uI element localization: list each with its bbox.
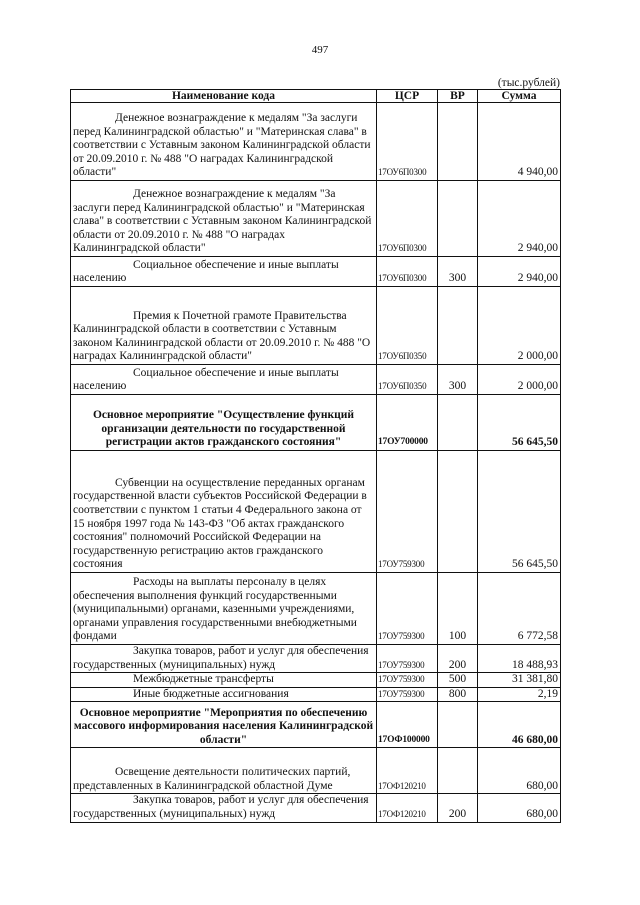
- row-name: Социальное обеспечение и иные выплаты населению: [73, 258, 339, 285]
- row-name-cell: [71, 794, 377, 822]
- row-vr: [438, 748, 478, 794]
- row-name-cell: [71, 181, 377, 257]
- row-csr: 17ОУ759300: [377, 645, 438, 673]
- table-row: [71, 451, 561, 573]
- units-label: (тыс.рублей): [497, 77, 560, 89]
- table-row: [71, 573, 561, 645]
- row-csr: 17ОУ759300: [377, 573, 438, 645]
- row-name: Межбюджетные трансферты: [133, 673, 274, 686]
- row-vr: 200: [438, 794, 478, 822]
- row-name-cell: [71, 451, 377, 573]
- row-name: Закупка товаров, работ и услуг для обеспечения государственных (муниципальных) нужд: [73, 794, 369, 820]
- row-vr: [438, 451, 478, 573]
- table-row: [71, 365, 561, 395]
- header-vr: ВР: [438, 90, 478, 103]
- page-number: 497: [311, 44, 329, 56]
- row-name-cell: [71, 257, 377, 287]
- row-csr: 17ОФ100000: [377, 702, 438, 748]
- table-row: [71, 748, 561, 794]
- row-name: Основное мероприятие "Осуществление функций организации деятельности по государственной регистрации актов гражданского состояния": [71, 395, 377, 451]
- row-name-cell: [71, 287, 377, 365]
- row-csr: 17ОУ6П0300: [377, 257, 438, 287]
- row-vr: 200: [438, 645, 478, 673]
- row-sum: 31 381,80: [478, 673, 561, 688]
- row-vr: 100: [438, 573, 478, 645]
- table-row: [71, 103, 561, 181]
- row-sum: 6 772,58: [478, 573, 561, 645]
- row-csr: 17ОУ6П0350: [377, 287, 438, 365]
- row-name: Иные бюджетные ассигнования: [133, 687, 289, 700]
- table-row: [71, 673, 561, 688]
- row-name: Закупка товаров, работ и услуг для обеспечения государственных (муниципальных) нужд: [73, 645, 369, 671]
- row-sum: 2 940,00: [478, 257, 561, 287]
- row-sum: 4 940,00: [478, 103, 561, 181]
- row-sum: 680,00: [478, 794, 561, 822]
- row-name: Денежное вознаграждение к медалям "За заслуги перед Калининградской областью" и "Материнская слава" в соответствии с Уставным законом Калининградской области от 20.09.2010 г. № 488 "О наградах Калининградской области": [73, 112, 371, 179]
- row-name: Субвенции на осуществление переданных органам государственной власти субъектов Российской Федерации в соответствии с пунктом 1 статьи 4 Федерального закона от 15 ноября 1997 года № 143-ФЗ "Об актах гражданского состояния" полномочий Российской Федерации на государственную регистрацию актов гражданского состояния: [73, 476, 367, 571]
- row-sum: 18 488,93: [478, 645, 561, 673]
- row-name-cell: [71, 748, 377, 794]
- row-sum: 56 645,50: [478, 451, 561, 573]
- row-name: Социальное обеспечение и иные выплаты населению: [73, 366, 339, 393]
- table-row: [71, 257, 561, 287]
- table-row: [71, 287, 561, 365]
- row-name-cell: [71, 673, 377, 688]
- row-name-cell: [71, 573, 377, 645]
- row-csr: 17ОУ759300: [377, 687, 438, 702]
- row-csr: 17ОУ6П0350: [377, 365, 438, 395]
- header-sum: Сумма: [478, 90, 561, 103]
- row-name: Основное мероприятие "Мероприятия по обеспечению массового информирования населения Калининградской области": [71, 702, 377, 748]
- row-csr: 17ОФ120210: [377, 748, 438, 794]
- row-csr: 17ОФ120210: [377, 794, 438, 822]
- row-sum: 2 000,00: [478, 365, 561, 395]
- row-vr: [438, 103, 478, 181]
- row-sum: 46 680,00: [478, 702, 561, 748]
- header-csr: ЦСР: [377, 90, 438, 103]
- row-csr: 17ОУ6П0300: [377, 103, 438, 181]
- row-vr: [438, 287, 478, 365]
- row-sum: 2,19: [478, 687, 561, 702]
- row-sum: 56 645,50: [478, 395, 561, 451]
- row-vr: [438, 395, 478, 451]
- table-row: [71, 794, 561, 822]
- row-name: Освещение деятельности политических партий, представленных в Калининградской областной Думе: [73, 766, 351, 792]
- row-sum: 2 000,00: [478, 287, 561, 365]
- row-sum: 680,00: [478, 748, 561, 794]
- row-name: Расходы на выплаты персоналу в целях обеспечения выполнения функций государственными (муниципальными) органами, казенными учреждениями, органами управления государственными внебюджетными фондами: [73, 576, 357, 643]
- row-csr: 17ОУ700000: [377, 395, 438, 451]
- row-csr: 17ОУ6П0300: [377, 181, 438, 257]
- row-name-cell: [71, 365, 377, 395]
- row-name-cell: [71, 645, 377, 673]
- table-row: [71, 181, 561, 257]
- row-sum: 2 940,00: [478, 181, 561, 257]
- table-row: [71, 687, 561, 702]
- row-name: Премия к Почетной грамоте Правительства Калининградской области в соответствии с Уставным законом Калининградской области от 20.09.2010 г. № 488 "О наградах Калининградской области": [73, 309, 371, 363]
- budget-table: [70, 89, 561, 823]
- row-name-cell: [71, 103, 377, 181]
- row-name-cell: [71, 687, 377, 702]
- table-row-section: [71, 395, 561, 451]
- table-header-row: [71, 90, 561, 103]
- row-vr: 300: [438, 365, 478, 395]
- row-csr: 17ОУ759300: [377, 673, 438, 688]
- row-vr: 800: [438, 687, 478, 702]
- row-vr: 300: [438, 257, 478, 287]
- table-row-section: [71, 702, 561, 748]
- row-name: Денежное вознаграждение к медалям "За заслуги перед Калининградской областью" и "Материнская слава" в соответствии с Уставным законом Калининградской области от 20.09.2010 г. № 488 "О наградах Калининградской области": [73, 188, 372, 255]
- row-csr: 17ОУ759300: [377, 451, 438, 573]
- header-name: Наименование кода: [71, 90, 377, 103]
- row-vr: 500: [438, 673, 478, 688]
- table-row: [71, 645, 561, 673]
- row-vr: [438, 702, 478, 748]
- row-vr: [438, 181, 478, 257]
